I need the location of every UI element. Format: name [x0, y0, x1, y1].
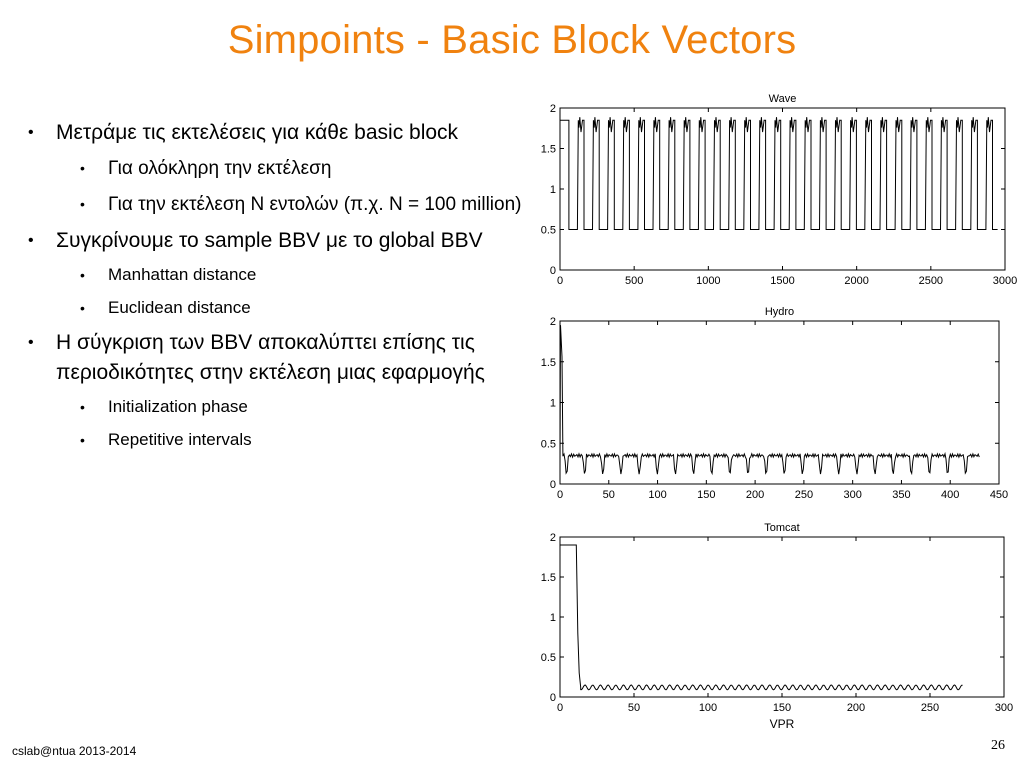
chart-title: Wave — [768, 93, 797, 105]
x-tick-label: 0 — [556, 489, 564, 501]
x-tick-label: 350 — [892, 489, 911, 501]
x-tick-label: 500 — [624, 275, 644, 287]
sub-bullet-text: Repetitive intervals — [108, 430, 252, 449]
y-tick-label: 1 — [549, 184, 556, 196]
x-tick-label: 150 — [697, 489, 716, 501]
x-tick-label: 250 — [794, 489, 814, 501]
bullet-1-text: Μετράμε τις εκτελέσεις για κάθε basic block — [56, 121, 459, 144]
y-tick-label: 1.5 — [540, 572, 556, 584]
bullet-2-text: Συγκρίνουμε το sample BBV με το global BBV — [56, 229, 483, 252]
x-tick-label: 2500 — [918, 275, 944, 287]
chart-title: Hydro — [764, 306, 795, 318]
sub-bullet-text: Για την εκτέλεση Ν εντολών (π.χ. N = 100 million) — [108, 194, 522, 215]
x-tick-label: 250 — [920, 702, 940, 714]
y-tick-label: 0.5 — [540, 652, 556, 664]
chart-hydro — [541, 306, 1008, 501]
bullet-dot: • — [28, 232, 34, 249]
y-tick-label: 0.5 — [540, 438, 556, 451]
bullet-dot: • — [80, 399, 85, 415]
x-tick-label: 100 — [648, 489, 667, 501]
sub-bullet-2-1 — [28, 262, 538, 288]
y-tick-label: 1 — [549, 397, 556, 410]
x-axis-label: VPR — [769, 717, 795, 731]
x-tick-label: 0 — [556, 275, 564, 287]
x-tick-label: 200 — [745, 489, 765, 501]
sub-bullet-text: Euclidean distance — [108, 298, 251, 317]
y-tick-label: 1 — [549, 612, 556, 624]
page-number: 26 — [991, 738, 1005, 753]
y-tick-label: 1.5 — [540, 143, 556, 156]
plot-frame — [560, 108, 1005, 270]
x-tick-label: 400 — [941, 489, 960, 501]
sub-bullet-3-2 — [28, 427, 538, 453]
x-tick-label: 300 — [994, 702, 1014, 714]
sub-bullet-text: Manhattan distance — [108, 265, 257, 284]
x-tick-label: 50 — [602, 489, 615, 501]
sub-bullet-text: Initialization phase — [108, 397, 248, 416]
y-tick-label: 0 — [549, 692, 556, 704]
footer-text: cslab@ntua 2013-2014 — [12, 744, 137, 758]
x-tick-label: 2000 — [844, 275, 869, 287]
x-tick-label: 50 — [627, 702, 641, 714]
plot-frame — [560, 537, 1004, 697]
x-tick-label: 150 — [772, 702, 792, 714]
chart-wave — [541, 93, 1018, 287]
bullet-dot: • — [80, 300, 85, 316]
charts-panel — [525, 88, 1024, 748]
y-tick-label: 2 — [549, 316, 556, 328]
sub-bullet-text: Για ολόκληρη την εκτέλεση — [108, 158, 332, 179]
y-tick-label: 0 — [549, 479, 556, 491]
chart-tomcat — [541, 522, 1013, 731]
y-tick-label: 1.5 — [540, 356, 556, 369]
bullet-list — [28, 118, 538, 460]
bullet-3-text: Η σύγκριση των BBV αποκαλύπτει επίσης τις περιοδικότητες στην εκτέλεση μιας εφαρμογής — [56, 331, 485, 384]
x-tick-label: 200 — [846, 702, 866, 714]
y-tick-label: 2 — [549, 103, 556, 115]
bullet-dot: • — [80, 196, 85, 212]
bullet-dot: • — [28, 124, 34, 141]
bullet-dot: • — [80, 267, 85, 283]
bullet-2 — [28, 226, 538, 256]
sub-bullet-1-1 — [28, 154, 538, 183]
x-tick-label: 450 — [989, 489, 1009, 501]
sub-bullet-1-2 — [28, 190, 538, 219]
y-tick-label: 0.5 — [540, 224, 556, 237]
bullet-dot: • — [28, 334, 34, 351]
bullet-dot: • — [80, 432, 85, 448]
x-tick-label: 1000 — [696, 275, 721, 287]
bullet-3 — [28, 328, 538, 388]
bullet-1 — [28, 118, 538, 148]
x-tick-label: 0 — [556, 702, 564, 714]
y-tick-label: 2 — [549, 532, 556, 544]
plot-frame — [560, 321, 999, 484]
bullet-dot: • — [80, 160, 85, 176]
y-tick-label: 0 — [549, 265, 556, 277]
sub-bullet-3-1 — [28, 394, 538, 420]
x-tick-label: 1500 — [770, 275, 795, 287]
x-tick-label: 300 — [843, 489, 862, 501]
chart-title: Tomcat — [764, 522, 800, 534]
sub-bullet-2-2 — [28, 295, 538, 321]
x-tick-label: 100 — [698, 702, 718, 714]
x-tick-label: 3000 — [992, 275, 1018, 287]
slide-title: Simpoints - Basic Block Vectors — [227, 18, 797, 62]
